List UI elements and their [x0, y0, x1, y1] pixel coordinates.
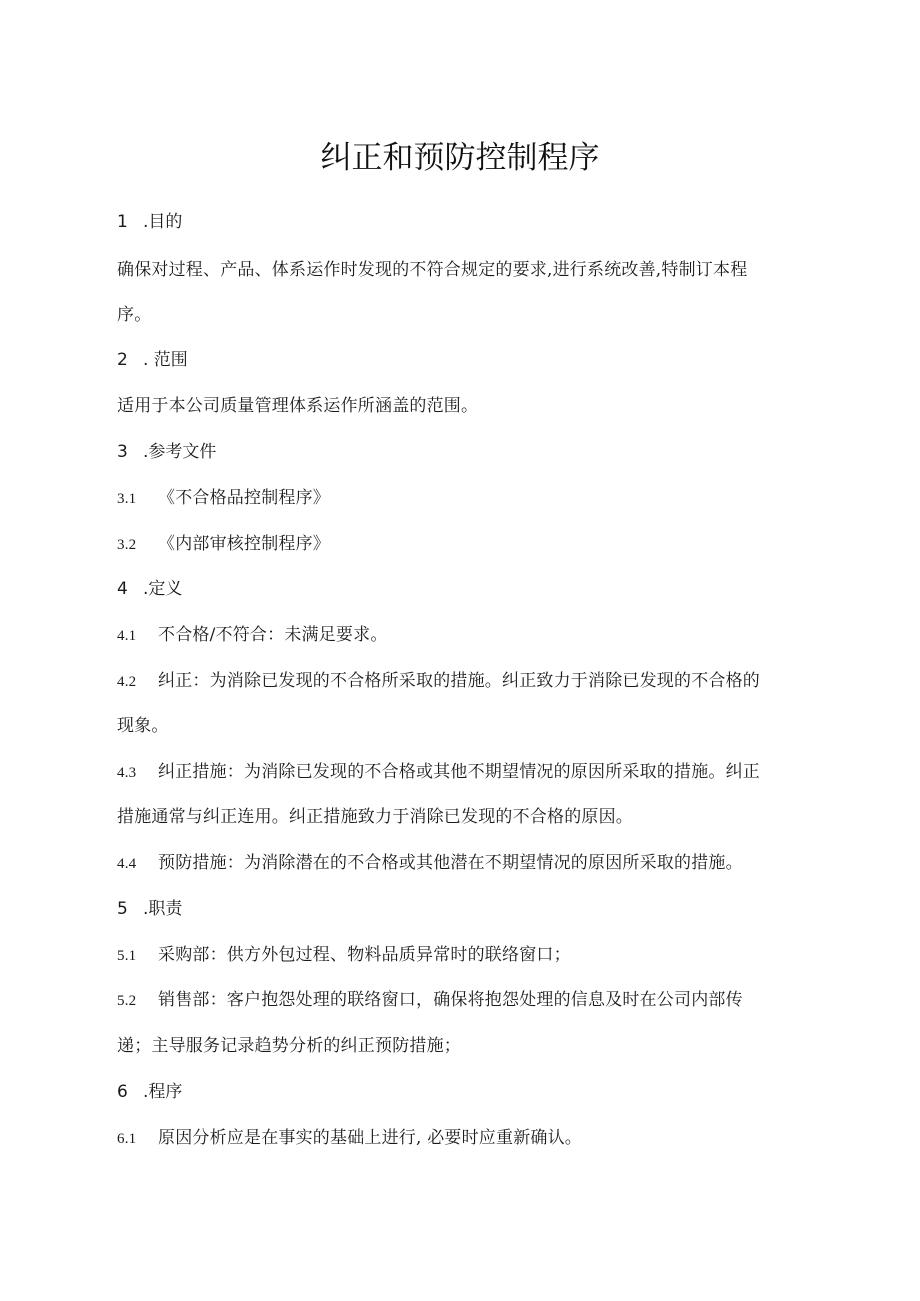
- section-number: 4: [117, 579, 128, 599]
- document-title: 纠正和预防控制程序: [320, 140, 600, 176]
- subsection-3-1: [117, 486, 817, 511]
- subsection-number: 3.2: [117, 537, 137, 553]
- section-number: 3: [117, 442, 128, 462]
- section-3-heading: [117, 440, 817, 464]
- subsection-4-3: [117, 760, 817, 785]
- subsection-number: 4.3: [117, 765, 137, 781]
- subsection-6-1: [117, 1126, 817, 1151]
- section-title: .目的: [143, 212, 183, 232]
- section-number: 2: [117, 350, 128, 370]
- subsection-number: 5.2: [117, 993, 137, 1009]
- subsection-5-2: [117, 988, 817, 1013]
- subsection-text: 预防措施：为消除潜在的不合格或其他潜在不期望情况的原因所采取的措施。: [158, 853, 743, 873]
- paragraph-line: 递；主导服务记录趋势分析的纠正预防措施；: [117, 1036, 461, 1056]
- subsection-4-2: [117, 669, 817, 694]
- subsection-text: 采购部：供方外包过程、物料品质异常时的联络窗口；: [158, 945, 571, 965]
- section-number: 5: [117, 899, 128, 919]
- section-title: .参考文件: [143, 442, 217, 462]
- paragraph-line: 现象。: [117, 716, 169, 736]
- section-2-heading: [117, 348, 817, 372]
- subsection-number: 4.4: [117, 856, 137, 872]
- section-title: .定义: [143, 579, 183, 599]
- subsection-4-1: [117, 623, 817, 648]
- subsection-number: 4.1: [117, 628, 137, 644]
- section-title: .程序: [143, 1082, 183, 1102]
- subsection-text: 《内部审核控制程序》: [158, 534, 330, 554]
- subsection-number: 6.1: [117, 1131, 137, 1147]
- paragraph-line: 序。: [117, 305, 152, 325]
- section-title: .职责: [143, 899, 183, 919]
- paragraph-line: 措施通常与纠正连用。纠正措施致力于消除已发现的不合格的原因。: [117, 807, 633, 827]
- subsection-number: 4.2: [117, 674, 137, 690]
- section-1-heading: [117, 210, 817, 234]
- paragraph-line: 适用于本公司质量管理体系运作所涵盖的范围。: [117, 396, 479, 416]
- subsection-text: 《不合格品控制程序》: [158, 488, 330, 508]
- section-number: 6: [117, 1082, 128, 1102]
- subsection-text: 不合格/不符合：未满足要求。: [158, 625, 388, 645]
- section-title: . 范围: [143, 350, 188, 370]
- subsection-number: 3.1: [117, 491, 137, 507]
- section-6-heading: [117, 1080, 817, 1104]
- subsection-text: 原因分析应是在事实的基础上进行, 必要时应重新确认。: [158, 1128, 583, 1148]
- subsection-3-2: [117, 532, 817, 557]
- section-4-heading: [117, 577, 817, 601]
- section-number: 1: [117, 212, 128, 232]
- subsection-4-4: [117, 851, 817, 876]
- subsection-text: 销售部：客户抱怨处理的联络窗口，确保将抱怨处理的信息及时在公司内部传: [158, 990, 743, 1010]
- section-5-heading: [117, 897, 817, 921]
- subsection-text: 纠正措施：为消除已发现的不合格或其他不期望情况的原因所采取的措施。纠正: [158, 762, 760, 782]
- subsection-number: 5.1: [117, 948, 137, 964]
- paragraph-line: 确保对过程、产品、体系运作时发现的不符合规定的要求,进行系统改善,特制订本程: [117, 260, 748, 280]
- subsection-5-1: [117, 943, 817, 968]
- subsection-text: 纠正：为消除已发现的不合格所采取的措施。纠正致力于消除已发现的不合格的: [158, 671, 760, 691]
